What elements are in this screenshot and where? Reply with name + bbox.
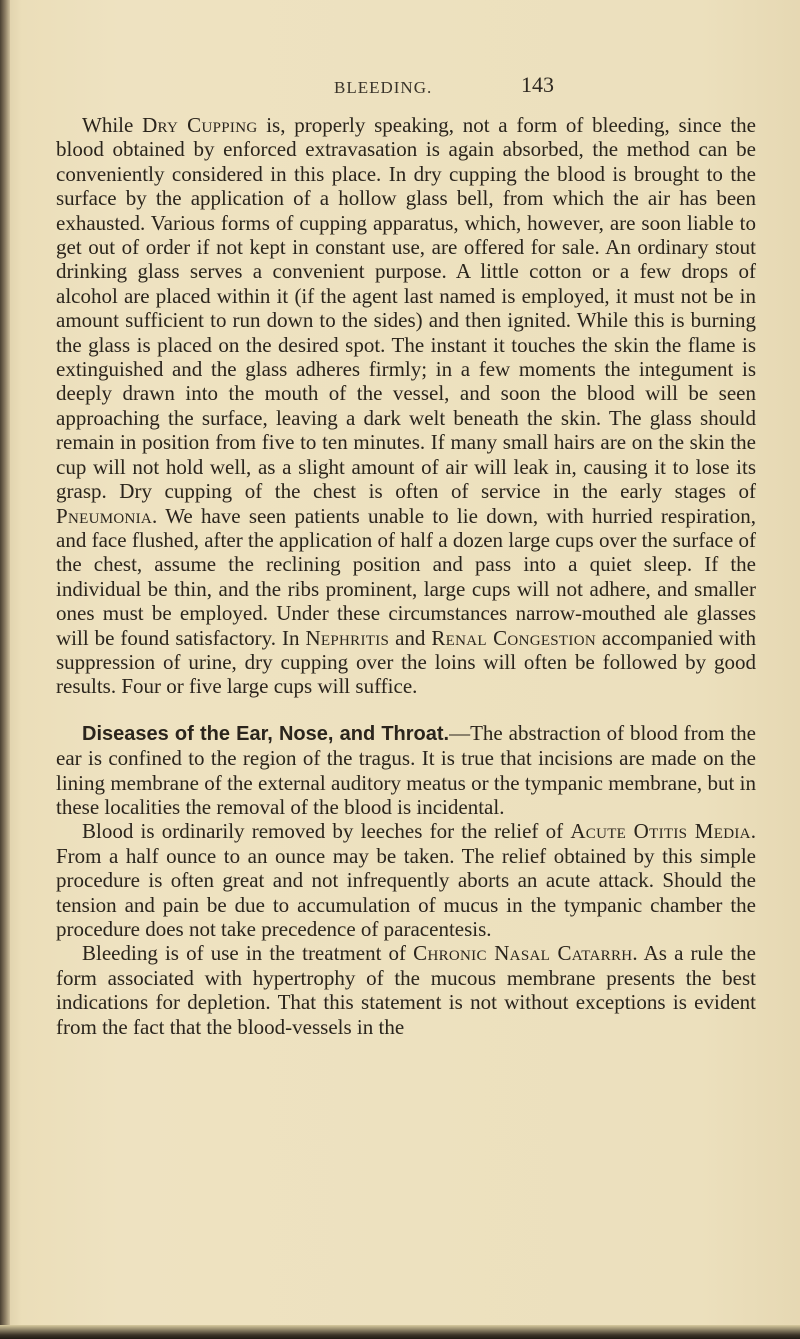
binding-gutter xyxy=(0,0,10,1339)
term-pneumonia: Pneumonia xyxy=(56,503,153,528)
term-chronic-nasal-catarrh: Chronic Nasal Catarrh xyxy=(413,941,633,966)
text-run: Bleeding is of use in the treatment of xyxy=(82,941,414,966)
paragraph-nasal-catarrh xyxy=(56,941,756,1039)
text-run: —The abstraction of blood from the ear is confined to the region of the tragus. It is true that incisions are made on the lining membrane of the external auditory meatus or the tympanic membrane, but in these localities the removal of the blood is incidental. xyxy=(56,720,756,819)
text-run: accompanied with suppression of urine, dry cupping over the loins will often be followed by good results. Four or five large cups will suffice. xyxy=(56,625,756,699)
paragraph-dry-cupping xyxy=(56,113,756,699)
term-acute-otitis-media: Acute Otitis Media xyxy=(570,819,751,844)
section-gap xyxy=(56,699,756,721)
page-header xyxy=(0,72,800,102)
text-run: Blood is ordinarily removed by leeches for the relief of xyxy=(82,819,571,844)
paragraph-ear-nose-throat xyxy=(56,721,756,820)
text-run: . We have seen patients unable to lie down, with hurried respiration, and face flushed, after the application of half a dozen large cups over the surface of the chest, assume the reclining position and pass into a quiet sleep. If the individual be thin, and the ribs prominent, large cups will not adhere, and smaller ones must be employed. Under these circumstances narrow-mouthed ale glasses will be found satisfactory. In xyxy=(56,503,756,650)
term-dry-cupping: Dry Cupping xyxy=(142,113,258,137)
text-run: While xyxy=(82,113,143,137)
running-head: BLEEDING. xyxy=(334,78,433,97)
page-number: 143 xyxy=(521,72,554,97)
text-run: is, properly speaking, not a form of bleeding, since the blood obtained by enforced extravasation is again absorbed, the method can be conveniently considered in this place. In dry cupping the blood is brought to the surface by the application of a hollow glass bell, from which the air has been exhausted. Various forms of cupping apparatus, which, however, are soon liable to get out of order if not kept in constant use, are offered for sale. An ordinary stout drinking glass serves a convenient purpose. A little cotton or a few drops of alcohol are placed within it (if the agent last named is employed, it must not be in amount sufficient to run down to the sides) and then ignited. While this is burning the glass is placed on the desired spot. The instant it touches the skin the flame is extinguished and the glass adheres firmly; in a few moments the integument is deeply drawn into the mouth of the vessel, and soon the blood will be seen approaching the surface, leaving a dark welt beneath the skin. The glass should remain in position from five to ten minutes. If many small hairs are on the skin the cup will not hold well, as a slight amount of air will leak in, causing it to lose its grasp. Dry cupping of the chest is often of service in the early stages of xyxy=(56,113,756,504)
body-text xyxy=(56,113,756,1039)
text-run: . As a rule the form associated with hypertrophy of the mucous membrane presents the best indications for depletion. That this statement is not without exceptions is evident from the fact that the blood-vessels in the xyxy=(56,941,756,1039)
section-heading: Diseases of the Ear, Nose, and Throat. xyxy=(82,722,450,745)
paragraph-otitis xyxy=(56,819,756,941)
term-renal-congestion: Renal Congestion xyxy=(431,625,596,650)
text-run: . From a half ounce to an ounce may be taken. The relief obtained by this simple procedure is often great and not infrequently aborts an acute attack. Should the tension and pain be due to accumulation of mucus in the tympanic chamber the procedure does not take precedence of paracentesis. xyxy=(56,819,756,941)
text-run: and xyxy=(389,625,432,650)
page-bottom-edge xyxy=(0,1325,800,1339)
term-nephritis: Nephritis xyxy=(305,625,390,650)
